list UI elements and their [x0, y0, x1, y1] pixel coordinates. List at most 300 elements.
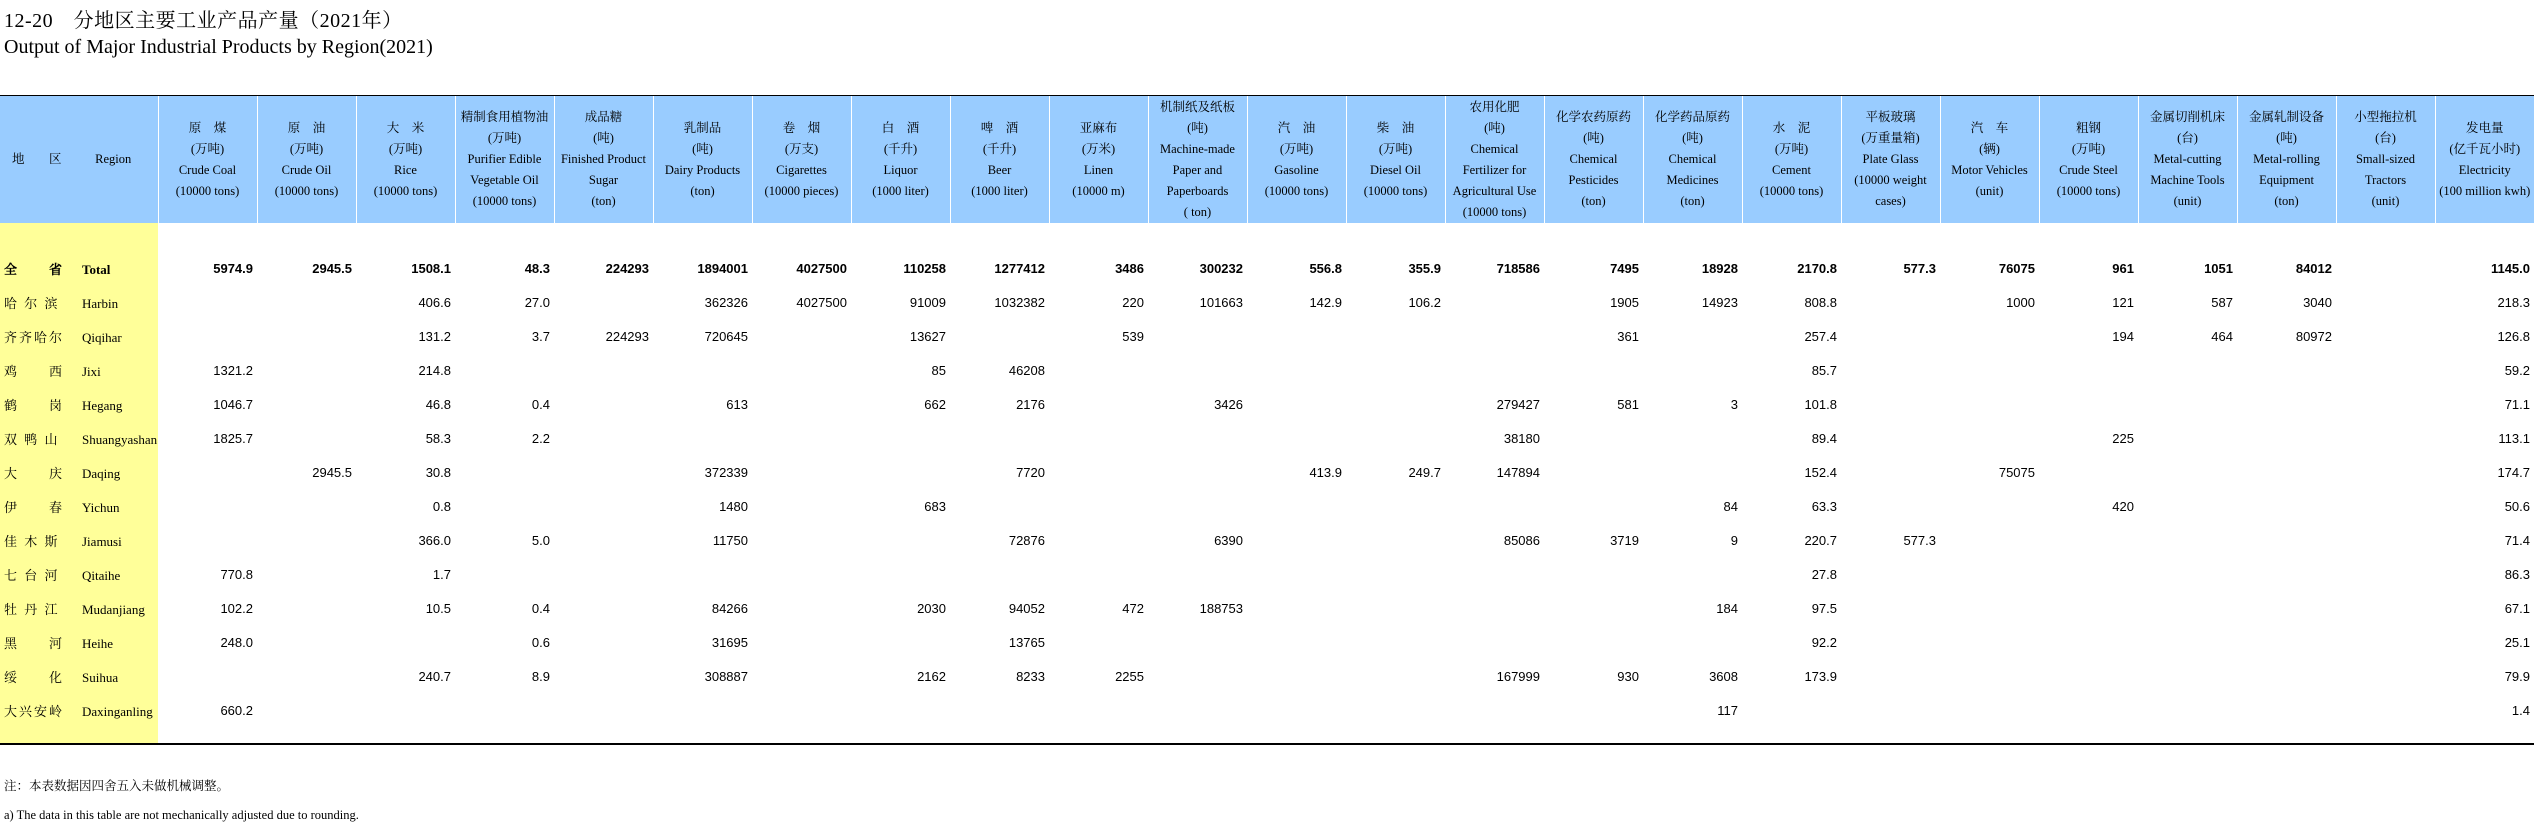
value-cell: 67.1 — [2504, 600, 2530, 616]
value-cell: 6390 — [1214, 532, 1243, 548]
value-cell — [1940, 353, 2039, 387]
column-header-cn: 发电量 — [2465, 120, 2504, 135]
region-cell — [0, 421, 158, 455]
column-header-unit-cn: (吨) — [1484, 120, 1505, 135]
table-row — [0, 489, 2534, 523]
value-cell: 110258 — [903, 260, 946, 276]
value-cell — [752, 591, 851, 625]
value-cell — [1841, 557, 1940, 591]
value-cell — [851, 523, 950, 557]
column-header-unit-cn: (万吨) — [2071, 141, 2106, 156]
value-cell — [1544, 557, 1643, 591]
value-cell — [2039, 659, 2138, 693]
value-cell — [257, 557, 356, 591]
value-cell — [554, 659, 653, 693]
value-cell — [1049, 693, 1148, 727]
region-name-en: Suihua — [82, 669, 119, 685]
value-cell — [653, 693, 752, 727]
region-name-cn: 鹤 岗 — [4, 397, 65, 413]
value-cell: 2030 — [917, 600, 946, 616]
column-header-unit-en: (1000 liter) — [971, 183, 1028, 198]
value-cell — [1841, 421, 1940, 455]
value-cell — [2138, 489, 2237, 523]
column-header-en: Electricity — [2458, 162, 2511, 177]
value-cell: 84266 — [711, 600, 748, 616]
column-header — [1049, 96, 1148, 224]
column-header — [1742, 96, 1841, 224]
region-name-cn: 大兴安岭 — [4, 703, 65, 719]
value-cell: 1905 — [1610, 294, 1639, 310]
column-header-unit-en: (10000 tons) — [373, 183, 438, 198]
value-cell — [1049, 523, 1148, 557]
value-cell — [1148, 353, 1247, 387]
value-cell: 961 — [2112, 260, 2134, 276]
footnote-cn: 注：本表数据因四舍五入未做机械调整。 — [4, 779, 230, 793]
value-cell: 1032382 — [994, 294, 1045, 310]
value-cell — [752, 523, 851, 557]
column-header-en: Chemical Medicines — [1666, 152, 1719, 187]
column-header-cn: 金属轧制设备 — [2248, 110, 2324, 124]
column-header-unit-cn: (吨) — [1187, 120, 1208, 135]
value-cell: 1051 — [2204, 260, 2233, 276]
region-cell — [0, 489, 158, 523]
column-header-unit-en: (10000 pieces) — [764, 183, 839, 198]
value-cell: 194 — [2112, 328, 2134, 344]
value-cell — [2237, 693, 2336, 727]
column-header-en: Crude Steel — [2059, 162, 2118, 177]
value-cell: 97.5 — [1811, 600, 1837, 616]
value-cell — [158, 659, 257, 693]
value-cell: 8.9 — [531, 668, 550, 684]
value-cell — [851, 693, 950, 727]
column-header-en: Purifier Edible Vegetable Oil — [467, 152, 542, 187]
value-cell: 2.2 — [531, 430, 550, 446]
value-cell: 660.2 — [220, 702, 253, 718]
table-row — [0, 285, 2534, 319]
column-header — [356, 96, 455, 224]
value-cell — [257, 421, 356, 455]
value-cell — [752, 625, 851, 659]
column-header-unit-cn: (吨) — [1682, 131, 1703, 145]
column-header-cn: 乳制品 — [683, 120, 722, 135]
value-cell: 38180 — [1503, 430, 1540, 446]
region-name-cn: 大 庆 — [4, 465, 65, 481]
region-cell — [0, 387, 158, 421]
value-cell — [1445, 693, 1544, 727]
industrial-output-table — [0, 95, 2534, 745]
region-name-en: Daxinganling — [82, 703, 153, 719]
value-cell — [950, 693, 1049, 727]
region-cell — [0, 353, 158, 387]
value-cell: 76075 — [1998, 260, 2035, 276]
column-header — [554, 96, 653, 224]
value-cell — [1346, 523, 1445, 557]
column-header-en: Chemical Fertilizer for Agricultural Use — [1452, 141, 1537, 198]
region-cell — [0, 659, 158, 693]
value-cell: 184 — [1716, 600, 1738, 616]
value-cell: 2162 — [917, 668, 946, 684]
region-name-en: Qitaihe — [82, 567, 121, 583]
value-cell — [1346, 387, 1445, 421]
value-cell: 220.7 — [1804, 532, 1837, 548]
column-header-cn: 原 油 — [287, 120, 326, 135]
value-cell — [1445, 557, 1544, 591]
value-cell — [2138, 523, 2237, 557]
value-cell — [1445, 591, 1544, 625]
column-header — [257, 96, 356, 224]
column-header-cn: 粗钢 — [2075, 120, 2101, 135]
value-cell — [1346, 591, 1445, 625]
value-cell — [2138, 693, 2237, 727]
value-cell — [1148, 693, 1247, 727]
value-cell — [1841, 455, 1940, 489]
value-cell — [1148, 421, 1247, 455]
column-header-unit-cn: (万重量箱) — [1861, 131, 1920, 145]
value-cell: 718586 — [1496, 260, 1540, 276]
value-cell — [2138, 421, 2237, 455]
value-cell — [1247, 591, 1346, 625]
value-cell: 300232 — [1199, 260, 1243, 276]
value-cell — [2336, 489, 2435, 523]
value-cell — [2039, 693, 2138, 727]
value-cell — [1544, 421, 1643, 455]
value-cell — [1247, 319, 1346, 353]
value-cell — [1544, 353, 1643, 387]
total-row — [0, 251, 2534, 285]
value-cell — [554, 625, 653, 659]
column-header-unit-cn: (吨) — [1583, 131, 1604, 145]
value-cell — [1346, 489, 1445, 523]
value-cell — [1148, 489, 1247, 523]
value-cell — [1841, 625, 1940, 659]
value-cell: 662 — [924, 396, 946, 412]
value-cell: 1000 — [2006, 294, 2035, 310]
region-header-cn: 地 区 — [12, 152, 68, 166]
value-cell — [752, 455, 851, 489]
value-cell: 224293 — [605, 328, 649, 344]
value-cell: 1046.7 — [213, 396, 253, 412]
value-cell: 3486 — [1115, 260, 1144, 276]
value-cell: 577.3 — [1903, 532, 1936, 548]
value-cell — [455, 557, 554, 591]
table-row — [0, 421, 2534, 455]
value-cell — [2336, 387, 2435, 421]
region-name-en: Mudanjiang — [82, 601, 145, 617]
column-header-en: Crude Oil — [281, 162, 332, 177]
value-cell: 308887 — [704, 668, 748, 684]
value-cell — [1742, 693, 1841, 727]
value-cell: 25.1 — [2504, 634, 2530, 650]
column-header-en: Crude Coal — [178, 162, 237, 177]
column-header — [2336, 96, 2435, 224]
value-cell — [2237, 353, 2336, 387]
column-header-unit-en: ( ton) — [1183, 204, 1212, 219]
value-cell — [950, 557, 1049, 591]
region-name-cn: 哈 尔 滨 — [4, 295, 60, 311]
value-cell: 167999 — [1496, 668, 1540, 684]
value-cell: 413.9 — [1309, 464, 1342, 480]
value-cell — [1643, 319, 1742, 353]
value-cell — [257, 353, 356, 387]
value-cell — [2237, 625, 2336, 659]
header-row — [0, 96, 2534, 224]
column-header-unit-en: (10000 tons) — [1264, 183, 1329, 198]
value-cell — [1544, 693, 1643, 727]
value-cell — [653, 421, 752, 455]
value-cell: 587 — [2211, 294, 2233, 310]
value-cell: 102.2 — [220, 600, 253, 616]
value-cell — [356, 625, 455, 659]
value-cell — [1247, 387, 1346, 421]
column-header-unit-en: (unit) — [2371, 194, 2400, 208]
value-cell — [950, 319, 1049, 353]
value-cell: 50.6 — [2504, 498, 2530, 514]
value-cell — [1247, 523, 1346, 557]
value-cell: 2945.5 — [312, 260, 352, 276]
value-cell: 31695 — [711, 634, 748, 650]
column-header-unit-en: (10000 tons) — [472, 194, 537, 208]
value-cell: 142.9 — [1309, 294, 1342, 310]
value-cell: 113.1 — [2498, 430, 2530, 446]
value-cell — [1049, 455, 1148, 489]
value-cell — [653, 557, 752, 591]
value-cell — [1643, 455, 1742, 489]
value-cell — [257, 591, 356, 625]
value-cell: 556.8 — [1309, 260, 1342, 276]
value-cell: 3040 — [2303, 294, 2332, 310]
value-cell: 89.4 — [1811, 430, 1837, 446]
column-header-unit-cn: (万吨) — [1378, 141, 1413, 156]
value-cell — [2237, 489, 2336, 523]
value-cell — [653, 353, 752, 387]
column-header-en: Gasoline — [1274, 162, 1319, 177]
value-cell — [1643, 557, 1742, 591]
value-cell — [2336, 353, 2435, 387]
column-header — [1148, 96, 1247, 224]
value-cell — [2336, 659, 2435, 693]
value-cell: 13627 — [909, 328, 946, 344]
column-header — [1346, 96, 1445, 224]
value-cell — [554, 523, 653, 557]
column-header-en: Motor Vehicles — [1951, 162, 2028, 177]
value-cell: 1277412 — [994, 260, 1045, 276]
value-cell — [2138, 625, 2237, 659]
value-cell: 464 — [2211, 328, 2233, 344]
value-cell: 1508.1 — [411, 260, 451, 276]
value-cell — [1346, 625, 1445, 659]
value-cell: 2255 — [1115, 668, 1144, 684]
value-cell — [1940, 659, 2039, 693]
value-cell — [1148, 319, 1247, 353]
region-name-cn: 绥 化 — [4, 669, 65, 685]
value-cell: 72876 — [1008, 532, 1045, 548]
value-cell: 94052 — [1008, 600, 1045, 616]
value-cell: 71.4 — [2504, 532, 2530, 548]
region-name-en: Total — [82, 261, 111, 277]
value-cell: 85086 — [1503, 532, 1540, 548]
value-cell — [851, 421, 950, 455]
value-cell — [2039, 557, 2138, 591]
column-header-cn: 化学农药原药 — [1555, 110, 1631, 124]
value-cell: 0.6 — [531, 634, 550, 650]
value-cell: 0.8 — [432, 498, 451, 514]
value-cell — [554, 421, 653, 455]
value-cell: 48.3 — [524, 260, 550, 276]
spacer-row — [0, 223, 2534, 251]
value-cell — [257, 387, 356, 421]
value-cell: 5974.9 — [213, 260, 253, 276]
table-row — [0, 523, 2534, 557]
value-cell — [2039, 353, 2138, 387]
column-header-unit-en: (1000 liter) — [872, 183, 929, 198]
column-header — [455, 96, 554, 224]
value-cell — [950, 421, 1049, 455]
value-cell — [2237, 591, 2336, 625]
column-header-cn: 大 米 — [386, 120, 425, 135]
value-cell — [554, 387, 653, 421]
value-cell — [1841, 319, 1940, 353]
column-header — [1445, 96, 1544, 224]
column-header-en: Dairy Products — [664, 162, 741, 177]
value-cell: 279427 — [1496, 396, 1540, 412]
region-name-en: Harbin — [82, 295, 119, 311]
column-header-en: Machine-made Paper and Paperboards — [1160, 141, 1235, 198]
value-cell — [257, 659, 356, 693]
value-cell — [1940, 557, 2039, 591]
region-name-en: Jiamusi — [82, 533, 122, 549]
column-header-unit-en: (ton) — [591, 194, 616, 208]
column-header-en: Plate Glass — [1862, 152, 1919, 166]
value-cell: 420 — [2112, 498, 2134, 514]
value-cell — [752, 387, 851, 421]
value-cell — [1544, 625, 1643, 659]
value-cell: 85 — [931, 362, 946, 378]
value-cell: 79.9 — [2504, 668, 2530, 684]
column-header-unit-en: (unit) — [1975, 183, 2004, 198]
value-cell: 577.3 — [1903, 260, 1936, 276]
column-header — [851, 96, 950, 224]
column-header-unit-cn: (万吨) — [190, 141, 225, 156]
column-header — [653, 96, 752, 224]
value-cell — [752, 659, 851, 693]
value-cell: 930 — [1617, 668, 1639, 684]
column-header-unit-en: (ton) — [1680, 194, 1705, 208]
value-cell: 8233 — [1016, 668, 1045, 684]
column-header-cn: 汽 油 — [1277, 120, 1316, 135]
value-cell — [1544, 591, 1643, 625]
value-cell — [1940, 489, 2039, 523]
value-cell: 3719 — [1610, 532, 1639, 548]
column-header-en: Chemical Pesticides — [1568, 152, 1619, 187]
column-header-unit-cn: (台) — [2177, 131, 2198, 145]
region-cell — [0, 319, 158, 353]
value-cell: 27.8 — [1811, 566, 1837, 582]
column-header-cn: 原 煤 — [188, 120, 227, 135]
region-name-en: Heihe — [82, 635, 114, 651]
value-cell — [2336, 251, 2435, 285]
column-header-cn: 水 泥 — [1772, 120, 1811, 135]
value-cell: 84 — [1723, 498, 1738, 514]
value-cell — [1445, 625, 1544, 659]
value-cell — [1445, 319, 1544, 353]
column-header — [2435, 96, 2534, 224]
column-header-cn: 机制纸及纸板 — [1159, 99, 1235, 114]
value-cell: 220 — [1122, 294, 1144, 310]
value-cell — [2039, 455, 2138, 489]
value-cell — [1940, 421, 2039, 455]
column-header-unit-en: (10000 tons) — [2056, 183, 2121, 198]
region-name-en: Daqing — [82, 465, 121, 481]
value-cell: 581 — [1617, 396, 1639, 412]
value-cell — [1346, 319, 1445, 353]
column-header-unit-en: (unit) — [2173, 194, 2202, 208]
column-header — [1643, 96, 1742, 224]
value-cell — [1247, 659, 1346, 693]
column-header — [2237, 96, 2336, 224]
value-cell — [158, 489, 257, 523]
value-cell: 214.8 — [418, 362, 451, 378]
value-cell: 63.3 — [1811, 498, 1837, 514]
value-cell — [950, 489, 1049, 523]
value-cell: 71.1 — [2504, 396, 2530, 412]
value-cell — [257, 285, 356, 319]
value-cell: 85.7 — [1811, 362, 1837, 378]
column-header-cn: 白 酒 — [881, 120, 920, 135]
value-cell — [752, 421, 851, 455]
value-cell — [1445, 353, 1544, 387]
table-row — [0, 693, 2534, 727]
value-cell — [554, 455, 653, 489]
table-title-en: Output of Major Industrial Products by Region(2021) — [4, 36, 433, 58]
column-header-unit-cn: (吨) — [2276, 131, 2297, 145]
value-cell: 59.2 — [2504, 362, 2530, 378]
table-body — [0, 223, 2534, 744]
value-cell — [1940, 625, 2039, 659]
column-header-en: Small-sized Tractors — [2355, 152, 2415, 187]
column-header-cn: 成品糖 — [584, 110, 623, 124]
value-cell: 355.9 — [1408, 260, 1441, 276]
value-cell — [2336, 319, 2435, 353]
column-header — [2138, 96, 2237, 224]
value-cell — [752, 557, 851, 591]
column-header-unit-cn: (吨) — [692, 141, 713, 156]
value-cell — [2336, 523, 2435, 557]
value-cell — [455, 489, 554, 523]
value-cell: 248.0 — [220, 634, 253, 650]
value-cell: 7495 — [1610, 260, 1639, 276]
value-cell — [257, 625, 356, 659]
value-cell — [2039, 523, 2138, 557]
value-cell: 613 — [726, 396, 748, 412]
value-cell — [158, 285, 257, 319]
value-cell — [2039, 625, 2138, 659]
value-cell: 218.3 — [2497, 294, 2530, 310]
value-cell — [554, 489, 653, 523]
value-cell: 683 — [924, 498, 946, 514]
region-name-cn: 七 台 河 — [4, 567, 60, 583]
column-header-unit-cn: (台) — [2375, 131, 2396, 145]
column-header-unit-en: (10000 m) — [1072, 183, 1125, 198]
column-header — [1940, 96, 2039, 224]
value-cell — [1148, 557, 1247, 591]
table-title-cn: 12-20 分地区主要工业产品产量（2021年） — [4, 10, 403, 32]
value-cell — [1346, 353, 1445, 387]
value-cell: 14923 — [1701, 294, 1738, 310]
column-header-en: Cigarettes — [776, 162, 827, 177]
value-cell — [1940, 523, 2039, 557]
value-cell — [1247, 353, 1346, 387]
value-cell: 0.4 — [531, 396, 550, 412]
